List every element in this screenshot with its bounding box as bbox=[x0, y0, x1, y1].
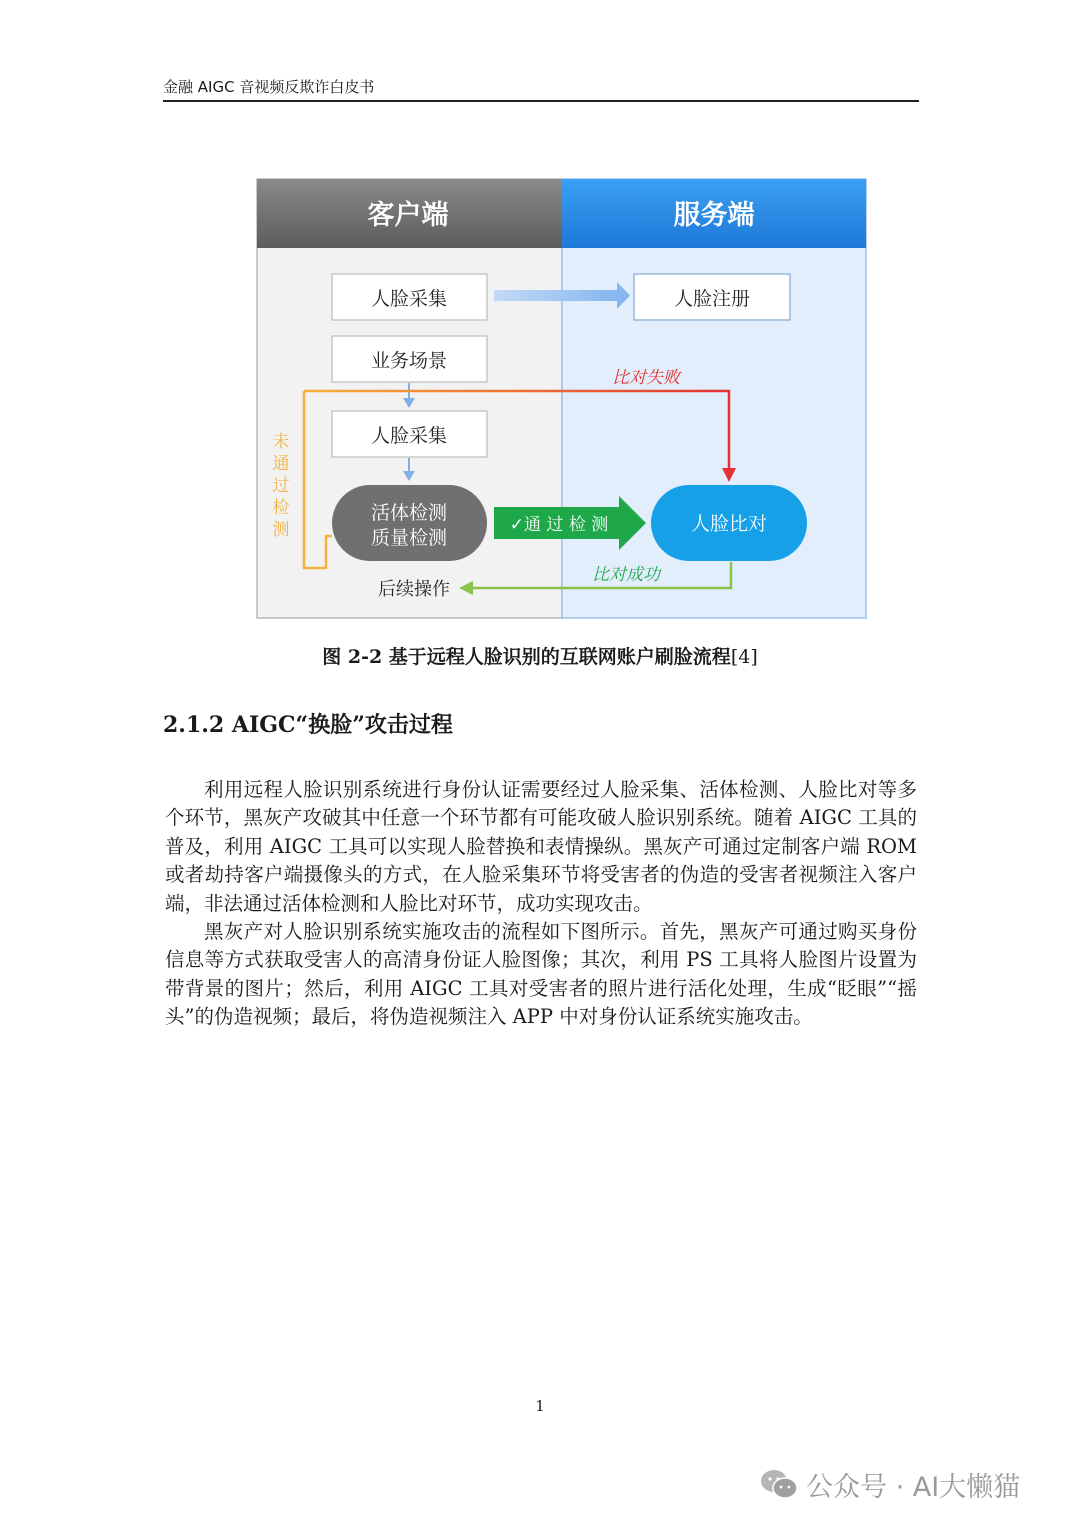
quality-check-label: 质量检测 bbox=[370, 527, 448, 549]
section-title: 2.1.2 AIGC“换脸”攻击过程 bbox=[163, 712, 453, 738]
liveness-check-label: 活体检测 bbox=[370, 502, 448, 524]
caption-reference: [4] bbox=[730, 646, 758, 668]
not-passed-char-3: 过 bbox=[272, 476, 290, 496]
not-passed-label bbox=[273, 432, 290, 540]
flow-diagram-svg bbox=[256, 178, 867, 619]
body-text bbox=[165, 776, 917, 1032]
not-passed-char-2: 通 bbox=[272, 454, 290, 474]
page-header bbox=[163, 76, 919, 102]
watermark bbox=[760, 1464, 1020, 1504]
wechat-icon bbox=[760, 1468, 798, 1500]
follow-up-label: 后续操作 bbox=[378, 579, 450, 600]
face-register-label: 人脸注册 bbox=[673, 288, 751, 310]
face-collect-label-1: 人脸采集 bbox=[370, 288, 448, 310]
not-passed-char-5: 测 bbox=[272, 520, 290, 540]
watermark-text: 公众号 · AI大懒猫 bbox=[806, 1471, 1021, 1503]
not-passed-char-1: 未 bbox=[272, 432, 290, 452]
face-compare-label: 人脸比对 bbox=[690, 513, 768, 535]
page-number: 1 bbox=[535, 1397, 545, 1415]
pass-check-label: ✓通 过 检 测 bbox=[509, 515, 609, 535]
face-recognition-flow-diagram bbox=[256, 178, 867, 619]
compare-fail-label: 比对失败 bbox=[612, 368, 680, 388]
paragraph-1: 利用远程人脸识别系统进行身份认证需要经过人脸采集、活体检测、人脸比对等多个环节，黑灰产攻破其中任意一个环节都有可能攻破人脸识别系统。随着 AIGC 工具的普及，利用 AIGC 工具可以实现人脸替换和表情操纵。黑灰产可通过定制客户端 ROM 或者劫持客户端摄像头的方式，在人脸采集环节将受害者的伪造的受害者视频注入客户端，非法通过活体检测和人脸比对环节，成功实现攻击。 bbox=[165, 778, 917, 915]
register-arrow-shaft bbox=[494, 290, 617, 301]
server-header-text: 服务端 bbox=[673, 200, 755, 231]
business-scene-label: 业务场景 bbox=[370, 350, 448, 372]
caption-label: 图 2-2 基于远程人脸识别的互联网账户刷脸流程 bbox=[322, 646, 731, 668]
paragraph-2: 黑灰产对人脸识别系统实施攻击的流程如下图所示。首先，黑灰产可通过购买身份信息等方式获取受害人的高清身份证人脸图像；其次，利用 PS 工具将人脸图片设置为带背景的图片；然后，利用 AIGC 工具对受害者的照片进行活化处理，生成“眨眼”“摇头”的伪造视频；最后，将伪造视频注入 APP 中对身份认证系统实施攻击。 bbox=[165, 920, 917, 1029]
compare-success-label: 比对成功 bbox=[592, 565, 660, 585]
not-passed-char-4: 检 bbox=[272, 498, 290, 518]
figure-caption bbox=[0, 642, 1080, 669]
client-header-text: 客户端 bbox=[367, 200, 449, 231]
header-title: 金融 AIGC 音视频反欺诈白皮书 bbox=[163, 78, 375, 96]
face-collect-label-2: 人脸采集 bbox=[370, 425, 448, 447]
